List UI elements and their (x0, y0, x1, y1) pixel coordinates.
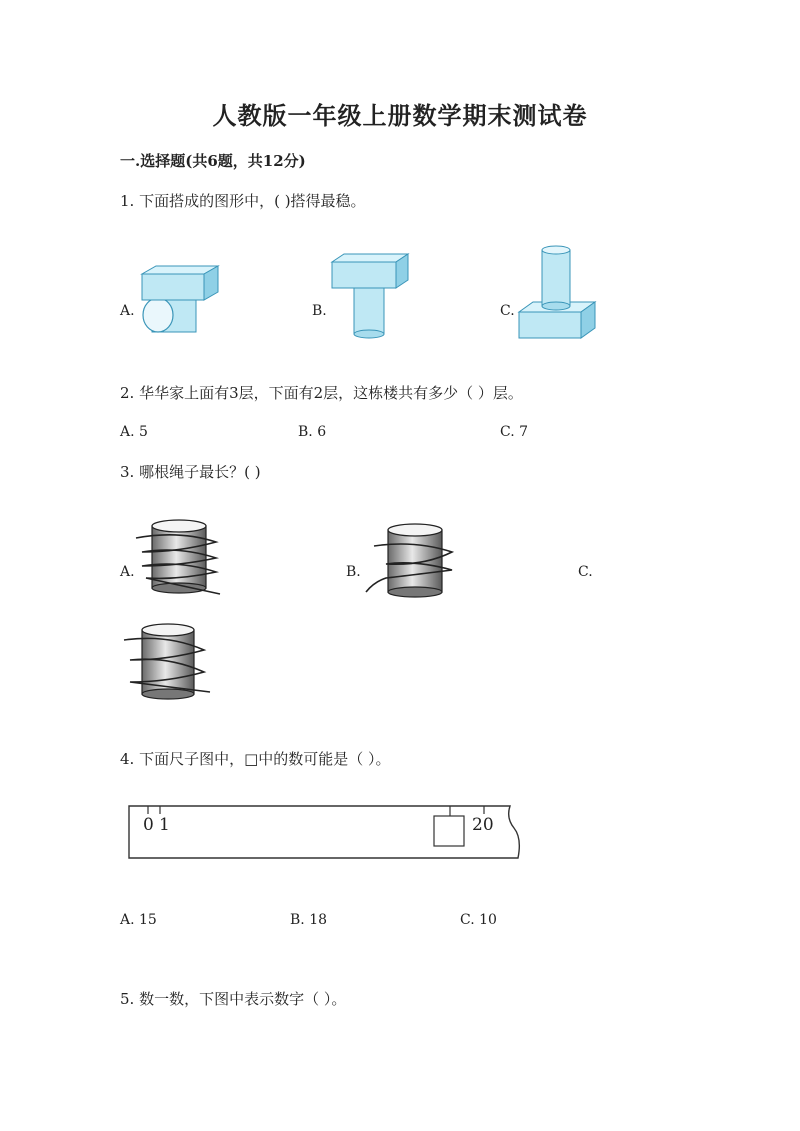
figure-rope-cylinder-c (122, 620, 218, 702)
question-4-option-b[interactable]: B. 18 (290, 912, 328, 928)
question-2-text: 2. 华华家上面有3层，下面有2层，这栋楼共有多少（ ）层。 (120, 384, 523, 402)
ruler-label-0: 0 (143, 815, 154, 835)
question-5-text: 5. 数一数，下图中表示数字（ ）。 (120, 990, 347, 1008)
question-3-text: 3. 哪根绳子最长？( ) (120, 463, 261, 481)
figure-cylinder-on-box (517, 244, 601, 340)
question-1-text: 1. 下面搭成的图形中，( )搭得最稳。 (120, 192, 366, 210)
question-2-option-b[interactable]: B. 6 (298, 424, 327, 440)
figure-rope-cylinder-a (132, 516, 228, 598)
ruler-label-20: 20 (472, 815, 494, 835)
figure-box-on-cylinder (138, 262, 228, 342)
question-2-option-c[interactable]: C. 7 (500, 424, 529, 440)
section-heading: 一.选择题(共6题，共12分) (120, 152, 306, 170)
page-title: 人教版一年级上册数学期末测试卷 (212, 101, 588, 130)
question-1-option-b[interactable]: B. (312, 303, 327, 319)
question-4-option-c[interactable]: C. 10 (460, 912, 497, 928)
ruler-figure (128, 804, 528, 860)
question-4-option-a[interactable]: A. 15 (120, 912, 157, 928)
question-3-option-a[interactable]: A. (120, 564, 135, 580)
question-1-option-c[interactable]: C. (500, 303, 515, 319)
question-4-text: 4. 下面尺子图中，□中的数可能是（ ）。 (120, 750, 391, 768)
question-1-option-a[interactable]: A. (120, 303, 135, 319)
figure-rope-cylinder-b (364, 520, 460, 602)
question-3-option-b[interactable]: B. (346, 564, 361, 580)
ruler-label-1: 1 (159, 815, 170, 835)
question-3-option-c[interactable]: C. (578, 564, 593, 580)
question-2-option-a[interactable]: A. 5 (120, 424, 148, 440)
figure-box-on-standing-cylinder (330, 252, 412, 342)
